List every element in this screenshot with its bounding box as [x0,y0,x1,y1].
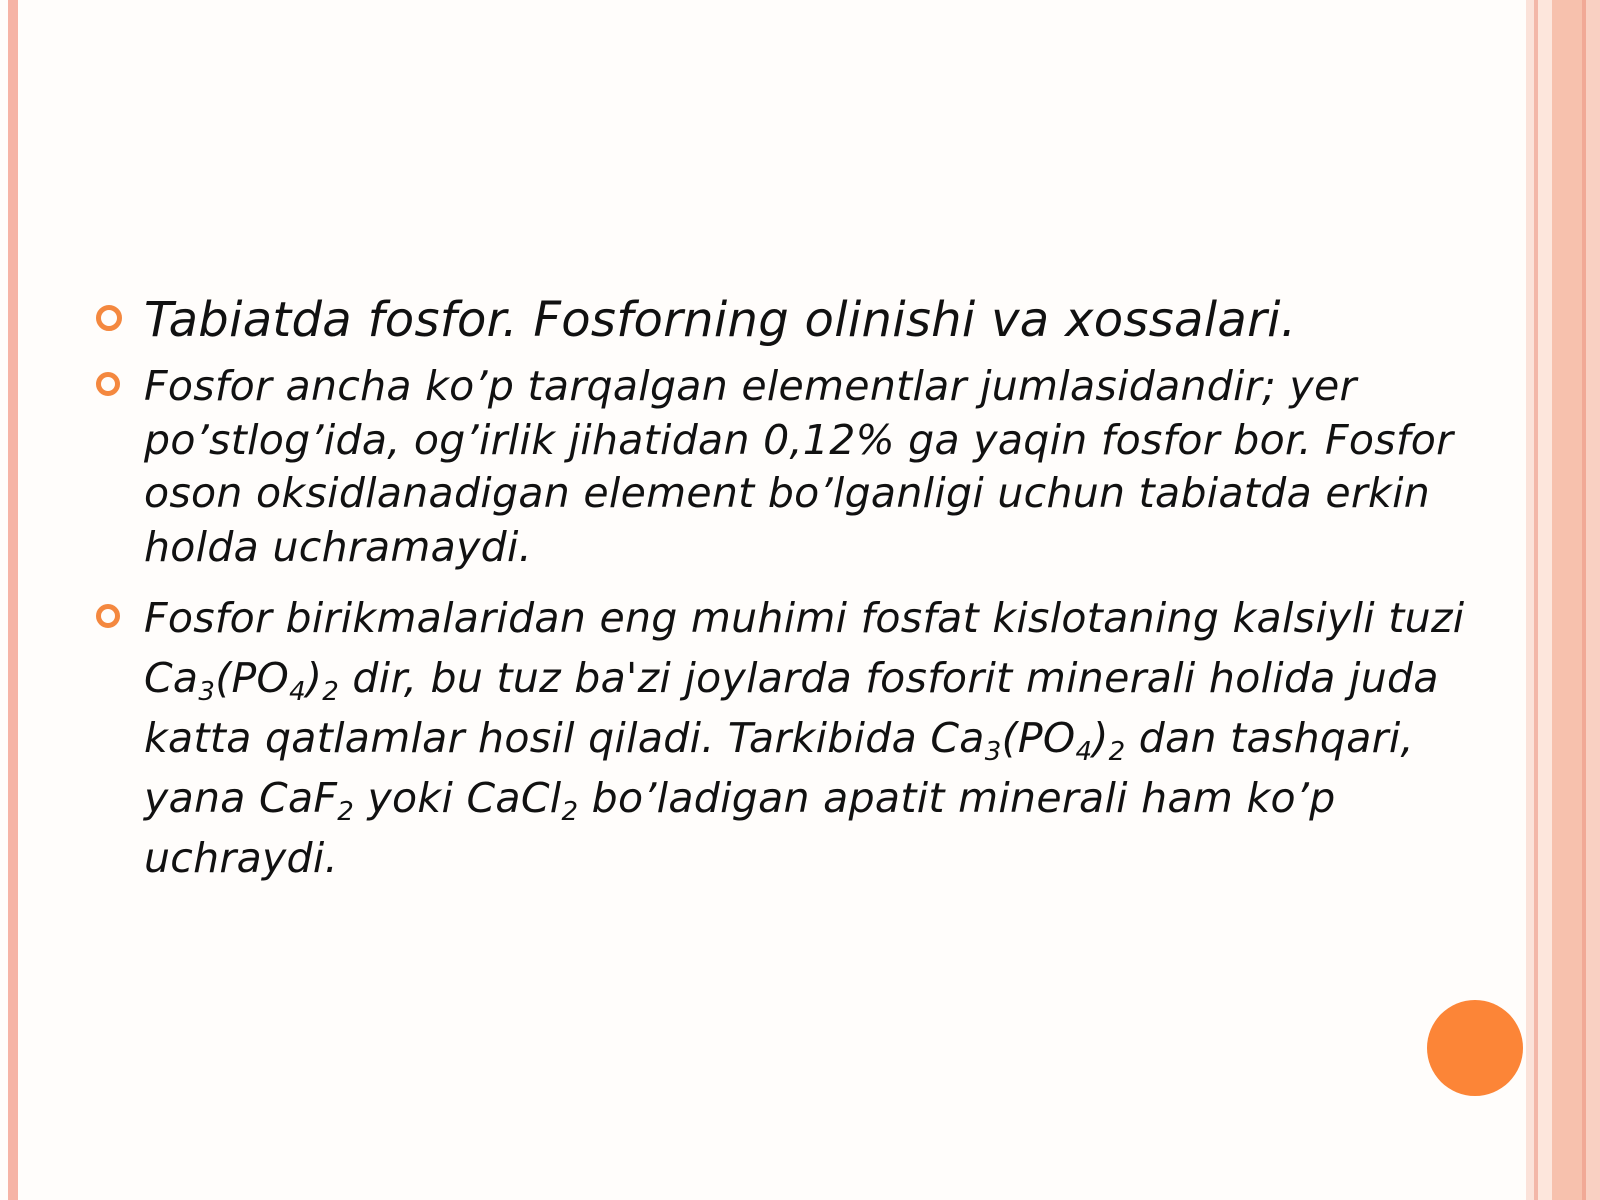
circle-bullet-icon [96,372,120,396]
left-border-decoration [8,0,18,1200]
subscript: 2 [1108,737,1126,767]
bullet-text-part: yoki CaCl [354,774,562,822]
bullet-text-part: (PO [1001,714,1076,762]
bullet-text-part: (PO [215,654,290,702]
bullet-text-part: Fosfor birikmalaridan eng muhimi fosfat kislotaning kalsiyli tuzi Ca [144,594,1465,702]
subscript: 3 [984,737,1002,767]
bullet-text-part: ) [1092,714,1109,762]
bullet-occurrence [96,360,1496,574]
bullet-text: Tabiatda fosfor. Fosforning olinishi va xossalari. [144,292,1297,348]
subscript: 2 [561,797,579,827]
bullet-text: Fosfor ancha ko’p tarqalgan elementlar jumlasidandir; yer po’stlog’ida, og’irlik jihatidan 0,12% ga yaqin fosfor bor. Fosfor oson oksidlanadigan element bo’lganligi uchun tabiatda erkin holda uchramaydi. [144,362,1454,571]
subscript: 4 [289,677,306,707]
circle-bullet-icon [96,305,122,331]
bullet-text-part: dir, bu tuz ba'zi joylarda fosforit minerali holida juda katta qatlamlar hosil qiladi. Tarkibida Ca [144,654,1439,762]
subscript: 2 [337,797,355,827]
subscript: 3 [198,677,216,707]
subscript: 4 [1075,737,1093,767]
circle-bullet-icon [96,604,120,628]
bullet-text-part: ) [305,654,323,702]
bullet-text-part: bo’ladigan apatit minerali ham ko’p uchraydi. [144,774,1336,882]
subscript: 2 [322,677,340,707]
orange-circle-decoration [1427,1000,1523,1096]
right-stripe-decoration [1526,0,1600,1200]
bullet-text-part: dan tashqari, yana CaF [144,714,1414,822]
slide-content [96,288,1496,888]
bullet-compounds [96,588,1496,888]
bullet-title [96,288,1496,352]
